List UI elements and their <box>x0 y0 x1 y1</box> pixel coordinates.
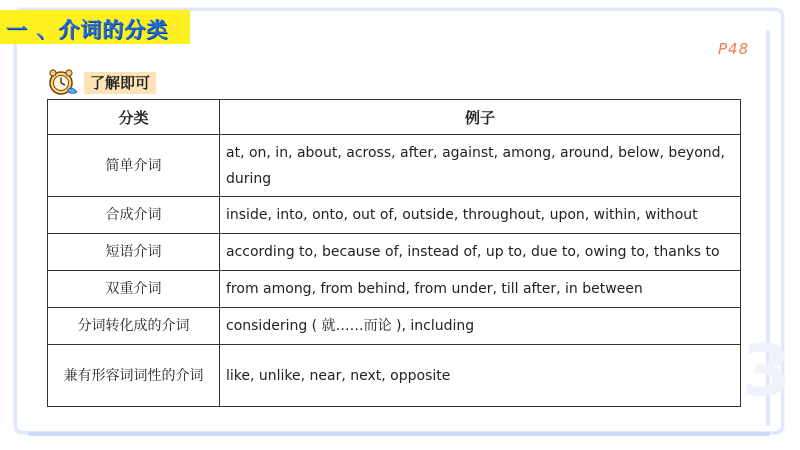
table-row <box>48 271 741 308</box>
background-watermark: 3 <box>742 330 791 412</box>
frame-bottom-edge <box>28 432 770 436</box>
table-header-row <box>48 100 741 135</box>
category-cell: 短语介词 <box>48 234 220 271</box>
examples-cell: from among, from behind, from under, till after, in between <box>220 271 741 308</box>
column-header-category: 分类 <box>48 100 220 135</box>
category-cell: 兼有形容词词性的介词 <box>48 345 220 407</box>
page-title: 一 、介词的分类 <box>6 18 169 42</box>
alarm-clock-icon <box>46 68 80 96</box>
table-row <box>48 234 741 271</box>
category-cell: 分词转化成的介词 <box>48 308 220 345</box>
examples-cell: according to, because of, instead of, up to, due to, owing to, thanks to <box>220 234 741 271</box>
column-header-examples: 例子 <box>220 100 741 135</box>
examples-cell: at, on, in, about, across, after, against, among, around, below, beyond, during <box>220 135 741 197</box>
subtitle-label: 了解即可 <box>84 72 156 94</box>
examples-cell: inside, into, onto, out of, outside, throughout, upon, within, without <box>220 197 741 234</box>
table-row <box>48 308 741 345</box>
page-reference: P48 <box>718 40 750 58</box>
category-cell: 双重介词 <box>48 271 220 308</box>
examples-cell: considering ( 就……而论 ), including <box>220 308 741 345</box>
category-cell: 简单介词 <box>48 135 220 197</box>
preposition-classification-table <box>47 99 741 407</box>
table-row <box>48 135 741 197</box>
table-row <box>48 197 741 234</box>
examples-cell: like, unlike, near, next, opposite <box>220 345 741 407</box>
category-cell: 合成介词 <box>48 197 220 234</box>
table-row <box>48 345 741 407</box>
